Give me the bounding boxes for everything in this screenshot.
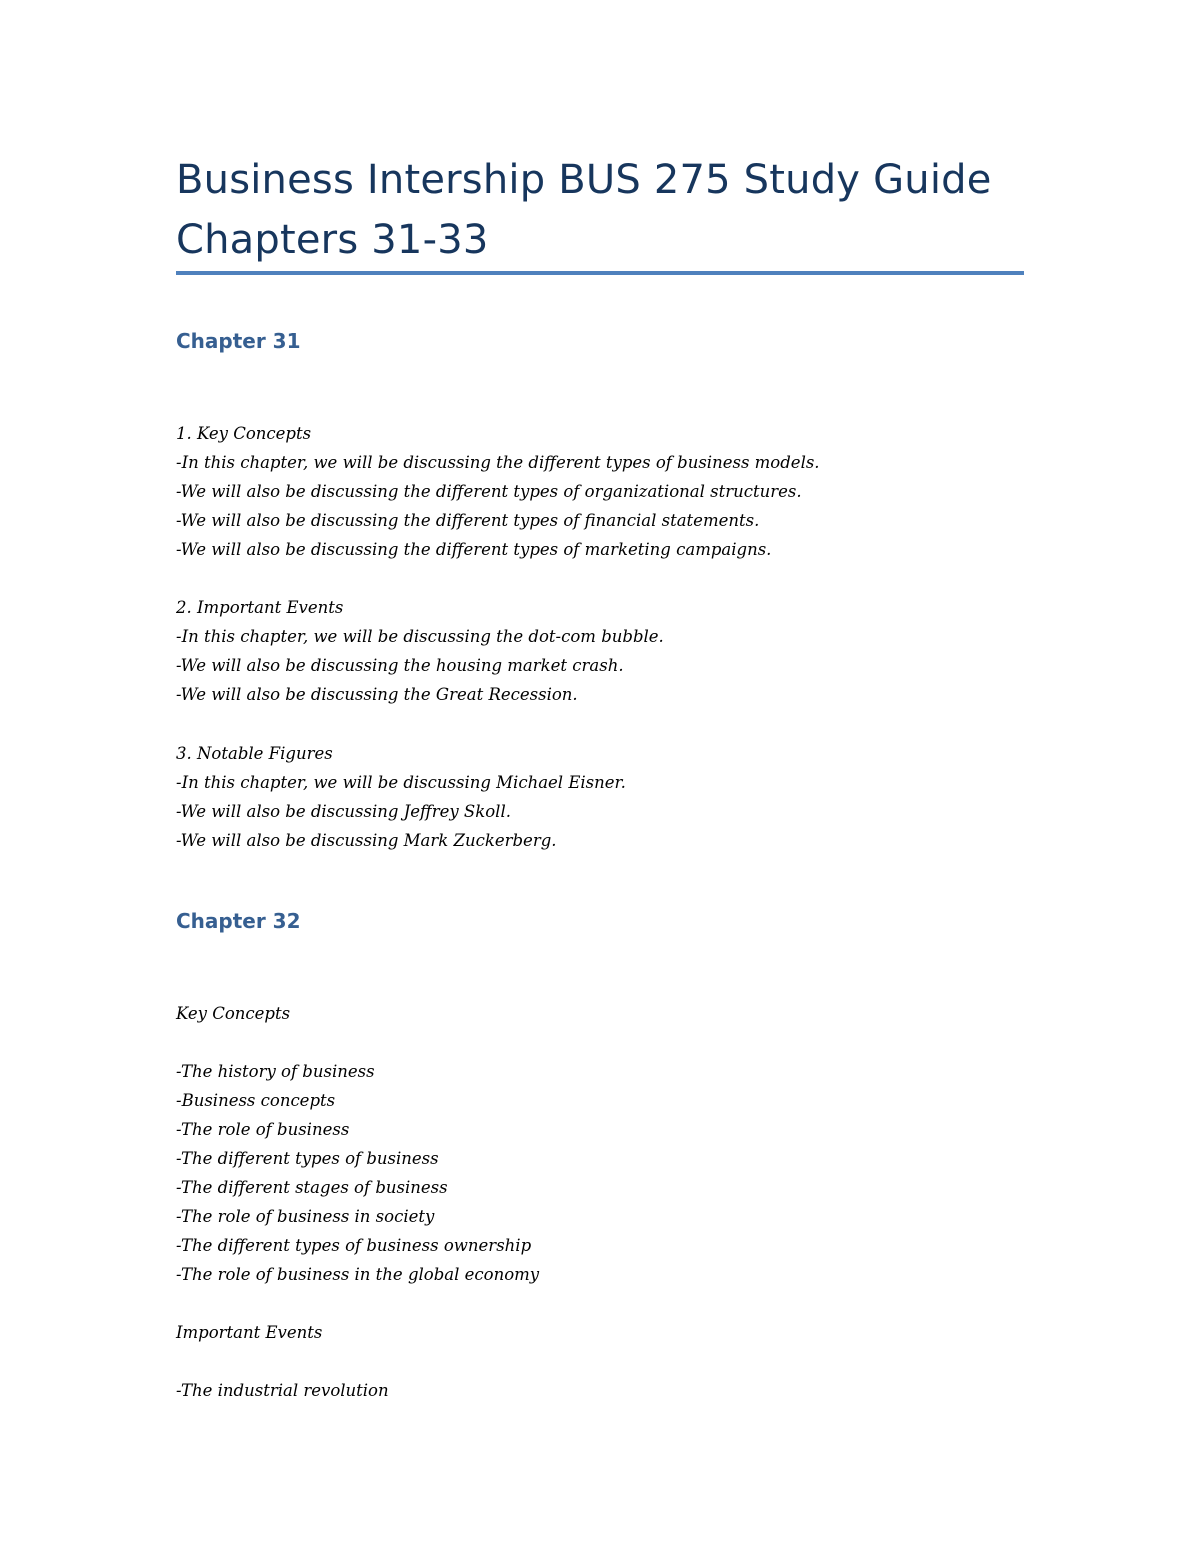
document-title bbox=[176, 150, 1036, 270]
ch32-key-concept-item: -The different types of business ownership bbox=[176, 1236, 532, 1255]
title-line-2: Chapters 31-33 bbox=[176, 217, 489, 263]
ch31-key-concept-item: -In this chapter, we will be discussing the different types of business models. bbox=[176, 453, 820, 472]
ch32-key-concept-item: -The role of business in society bbox=[176, 1207, 435, 1226]
ch31-notable-figures-section bbox=[176, 739, 626, 855]
ch31-notable-figures-label: 3. Notable Figures bbox=[176, 744, 333, 763]
ch31-figure-item: -We will also be discussing Jeffrey Skoll. bbox=[176, 802, 511, 821]
ch32-key-concept-item: -Business concepts bbox=[176, 1091, 336, 1110]
ch31-key-concept-item: -We will also be discussing the different types of financial statements. bbox=[176, 511, 760, 530]
title-line-1: Business Intership BUS 275 Study Guide bbox=[176, 157, 992, 203]
ch32-event-item: -The industrial revolution bbox=[176, 1381, 389, 1400]
ch32-key-concepts-label-block bbox=[176, 999, 290, 1028]
ch32-key-concepts-list bbox=[176, 1057, 539, 1289]
ch31-event-item: -We will also be discussing the housing market crash. bbox=[176, 656, 624, 675]
ch32-important-events-label-block bbox=[176, 1318, 322, 1347]
ch32-important-events-label: Important Events bbox=[176, 1323, 323, 1342]
ch32-key-concept-item: -The history of business bbox=[176, 1062, 375, 1081]
ch31-key-concepts-label: 1. Key Concepts bbox=[176, 424, 312, 443]
title-underline bbox=[176, 271, 1024, 275]
ch32-key-concepts-label: Key Concepts bbox=[176, 1004, 291, 1023]
ch31-event-item: -We will also be discussing the Great Recession. bbox=[176, 685, 578, 704]
ch32-key-concept-item: -The role of business bbox=[176, 1120, 350, 1139]
ch31-important-events-label: 2. Important Events bbox=[176, 598, 344, 617]
ch31-important-events-section bbox=[176, 593, 664, 709]
ch31-key-concepts-section bbox=[176, 419, 820, 564]
ch31-figure-item: -In this chapter, we will be discussing Michael Eisner. bbox=[176, 773, 626, 792]
ch31-key-concept-item: -We will also be discussing the different types of organizational structures. bbox=[176, 482, 802, 501]
ch32-key-concept-item: -The different types of business bbox=[176, 1149, 439, 1168]
ch32-important-events-list bbox=[176, 1376, 389, 1405]
chapter-32-heading: Chapter 32 bbox=[176, 909, 301, 933]
ch32-key-concept-item: -The different stages of business bbox=[176, 1178, 448, 1197]
ch31-figure-item: -We will also be discussing Mark Zuckerberg. bbox=[176, 831, 557, 850]
chapter-31-heading: Chapter 31 bbox=[176, 329, 301, 353]
ch31-key-concept-item: -We will also be discussing the different types of marketing campaigns. bbox=[176, 540, 772, 559]
ch32-key-concept-item: -The role of business in the global economy bbox=[176, 1265, 540, 1284]
ch31-event-item: -In this chapter, we will be discussing the dot-com bubble. bbox=[176, 627, 664, 646]
